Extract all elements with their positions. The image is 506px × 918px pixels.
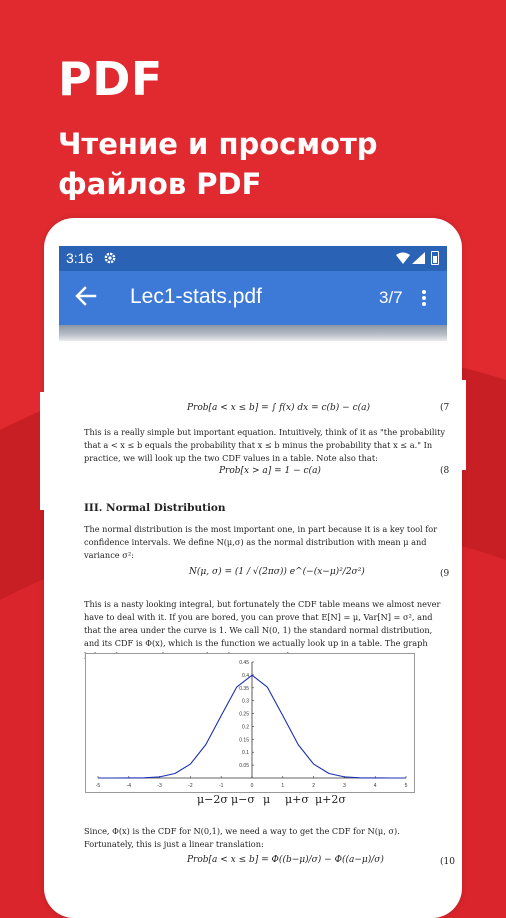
promo-subhead: Чтение и просмотр файлов PDF: [58, 127, 378, 201]
x-tick-label: 4: [373, 783, 377, 789]
sigma-label: μ+2σ: [315, 793, 346, 806]
normal-distribution-chart: [85, 653, 415, 793]
x-tick-label: -4: [126, 783, 132, 789]
y-tick-label: 0.4: [242, 672, 249, 679]
sigma-label: μ+σ: [285, 793, 309, 806]
x-tick-label: 5: [404, 783, 408, 789]
section-title: III. Normal Distribution: [84, 502, 226, 514]
arrow-back-icon[interactable]: [75, 285, 97, 307]
equation-9: N(μ, σ) = (1 / √(2πσ)) e^(−(x−μ)²/2σ²): [189, 567, 365, 577]
x-tick-label: 1: [281, 783, 285, 789]
x-tick-label: -1: [218, 783, 224, 789]
equation-9-number: (9: [440, 569, 450, 579]
document-title: Lec1-stats.pdf: [130, 285, 262, 308]
signal-icon: [412, 252, 425, 264]
equation-8: Prob[x > a] = 1 − c(a): [219, 466, 321, 476]
x-tick-label: 3: [343, 783, 346, 789]
status-bar: [59, 246, 447, 271]
y-tick-label: 0.45: [239, 660, 249, 666]
sigma-label: μ−σ: [231, 793, 255, 806]
more-vert-icon[interactable]: [414, 283, 434, 313]
equation-10-number: (10: [440, 857, 455, 867]
gear-icon: [103, 251, 117, 265]
promo-headline: PDF: [58, 52, 163, 106]
paragraph-4: Since, Φ(x) is the CDF for N(0,1), we need a way to get the CDF for N(μ, σ). Fortunately, this is just a linear translation:: [84, 826, 400, 849]
sigma-label: μ: [263, 793, 271, 806]
paragraph-2: The normal distribution is the most important one, in part because it is a key tool for confidence intervals. We define N(μ,σ) as the normal distribution with mean μ and variance σ²:: [84, 524, 438, 560]
wifi-icon: [396, 252, 410, 264]
equation-7: Prob[a < x ≤ b] = ∫ f(x) dx = c(b) − c(a): [187, 403, 371, 413]
paragraph-3: This is a nasty looking integral, but fortunately the CDF table means we almost never have to deal with it. If you are bored, you can prove that E[N] = μ, Var[N] = σ², and that the area under the curve is 1. We call N(0, 1) the standard normal distribution, and its CDF is Φ(x), which is the function we actually look up in a table. The graph: [84, 599, 441, 648]
y-tick-label: 0.3: [242, 698, 249, 705]
battery-icon: [431, 251, 439, 265]
paragraph-1: This is a really simple but important equation. Intuitively, think of it as "the probability that a < x ≤ b equals the probability that x ≤ b minus the probability that x ≤ a." In practice, we will look up the two CDF values in a table. Note also that:: [84, 427, 446, 463]
page-indicator: 3/7: [379, 288, 403, 307]
equation-7-number: (7: [440, 403, 450, 413]
y-tick-label: 0.1: [242, 750, 249, 757]
x-tick-label: 0: [250, 783, 254, 789]
y-tick-label: 0.25: [239, 711, 249, 718]
chart-svg: [86, 654, 416, 794]
pdf-page[interactable]: [59, 341, 455, 906]
phone-side-button-right: [460, 380, 466, 470]
sigma-label: μ−2σ: [197, 793, 228, 806]
y-tick-label: 0.2: [242, 724, 249, 731]
phone-side-button-left: [40, 392, 46, 510]
equation-8-number: (8: [440, 466, 450, 476]
x-tick-label: -2: [188, 783, 193, 789]
y-tick-label: 0.35: [239, 685, 249, 692]
app-toolbar: [59, 271, 447, 325]
phone-screen: [59, 246, 455, 906]
y-tick-label: 0.15: [239, 737, 249, 744]
toolbar-shadow: [59, 325, 447, 341]
x-tick-label: -5: [95, 783, 101, 789]
status-time: 3:16: [66, 250, 94, 266]
y-tick-label: 0.05: [239, 763, 249, 770]
x-tick-label: -3: [157, 783, 162, 789]
equation-10: Prob[a < x ≤ b] = Φ((b−μ)/σ) − Φ((a−μ)/σ): [187, 855, 384, 865]
x-tick-label: 2: [312, 783, 315, 789]
